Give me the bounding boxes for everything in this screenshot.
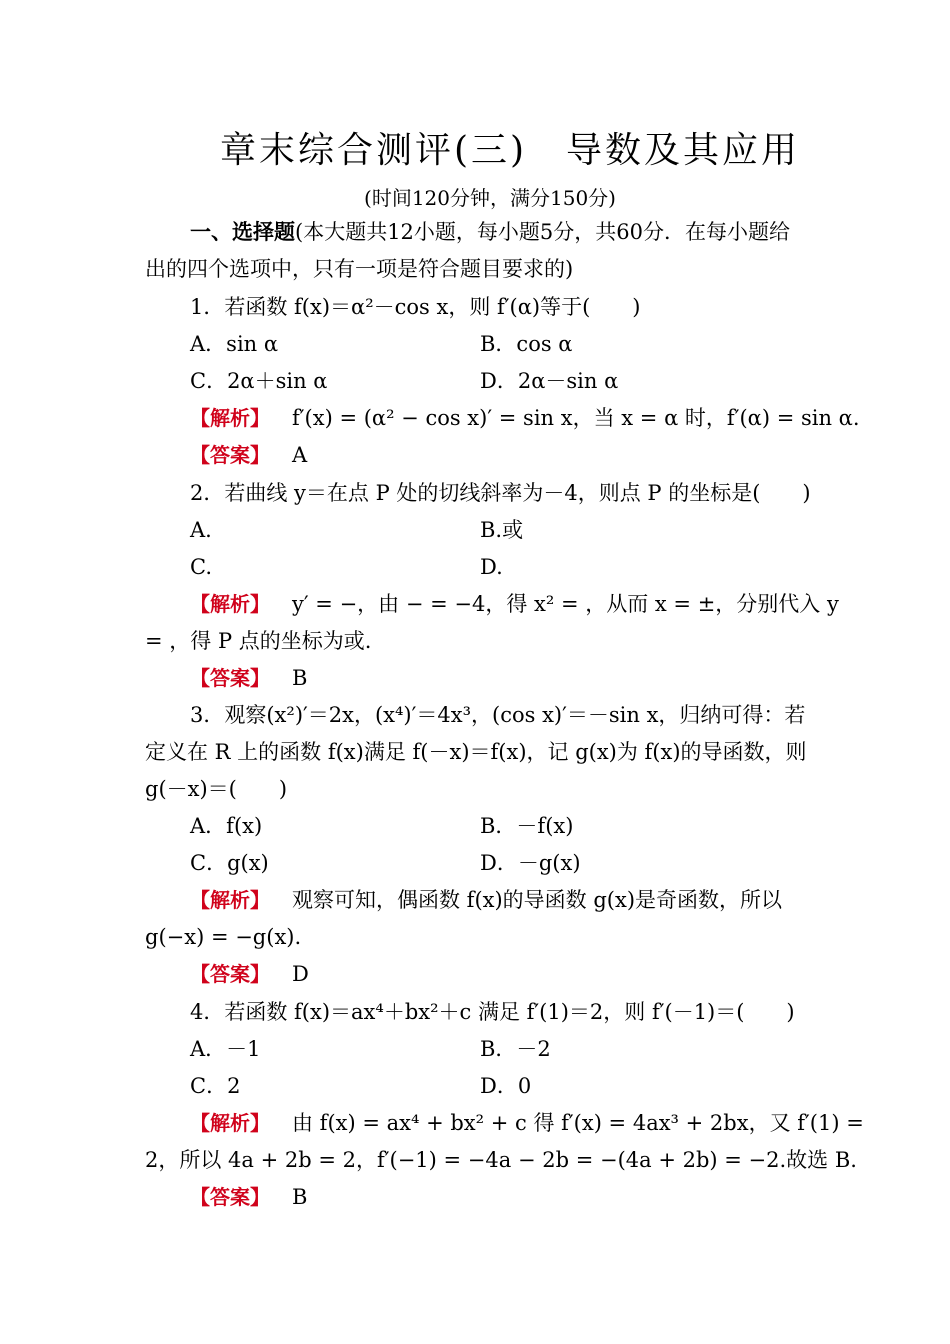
analysis-label: 【解析】 (190, 1111, 270, 1135)
answer-label: 【答案】 (190, 962, 270, 986)
question-3-stem-3: g(－x)＝( ) (145, 777, 288, 801)
question-1-option-c: C．2α＋sin α (190, 369, 328, 393)
question-3-stem-2: 定义在 R 上的函数 f(x)满足 f(－x)＝f(x)，记 g(x)为 f(x)的导函数，则 (145, 740, 807, 764)
question-4-answer-value: B (292, 1185, 308, 1209)
analysis-label: 【解析】 (190, 592, 270, 616)
question-2-option-c: C. (190, 555, 212, 579)
question-4-stem: 4．若函数 f(x)＝ax⁴＋bx²＋c 满足 f′(1)＝2，则 f′(－1)＝( ) (190, 1000, 795, 1024)
question-3-option-c: C．g(x) (190, 851, 269, 875)
question-3-answer-value: D (292, 962, 309, 986)
question-1-analysis-text: f′(x) = (α² − cos x)′ = sin x，当 x = α 时，f′(α) = sin α. (292, 406, 860, 430)
question-1-stem: 1．若函数 f(x)＝α²－cos x，则 f′(α)等于( ) (190, 295, 641, 319)
question-3-stem-1: 3．观察(x²)′＝2x，(x⁴)′＝4x³，(cos x)′＝－sin x，归纳可得：若 (190, 703, 806, 727)
analysis-label: 【解析】 (190, 888, 270, 912)
question-1-answer-value: A (292, 443, 308, 467)
analysis-label: 【解析】 (190, 406, 270, 430)
question-2-analysis-text-1: y′ = −，由 − = −4，得 x² = ，从而 x = ±，分别代入 y (292, 592, 839, 616)
question-4-option-b: B．－2 (480, 1037, 551, 1061)
question-2-option-b: B.或 (480, 518, 524, 542)
question-2-answer (190, 664, 307, 692)
question-1-option-a: A．sin α (190, 332, 279, 356)
section-intro-line1: (本大题共12小题，每小题5分，共60分．在每小题给 (295, 220, 790, 244)
question-4-option-a: A．－1 (190, 1037, 261, 1061)
question-2-option-d: D. (480, 555, 503, 579)
question-1-option-b: B．cos α (480, 332, 573, 356)
section-intro (190, 218, 790, 246)
question-4-analysis (190, 1109, 864, 1137)
section-heading: 一、选择题 (190, 219, 295, 244)
page-subtitle: (时间120分钟，满分150分) (364, 186, 616, 210)
question-3-option-a: A．f(x) (190, 814, 263, 838)
answer-label: 【答案】 (190, 443, 270, 467)
answer-label: 【答案】 (190, 1185, 270, 1209)
question-3-answer (190, 960, 309, 988)
page-title: 章末综合测评(三) 导数及其应用 (219, 130, 801, 171)
section-intro-line2: 出的四个选项中，只有一项是符合题目要求的) (145, 257, 574, 281)
question-3-analysis (190, 886, 782, 914)
question-3-analysis-text-2: g(−x) = −g(x). (145, 925, 302, 949)
question-4-option-c: C．2 (190, 1074, 241, 1098)
question-1-analysis (190, 404, 860, 432)
question-3-option-d: D．－g(x) (480, 851, 581, 875)
question-2-answer-value: B (292, 666, 308, 690)
question-4-analysis-text-2: 2，所以 4a + 2b = 2，f′(−1) = −4a − 2b = −(4a + 2b) = −2.故选 B. (145, 1148, 857, 1172)
question-2-analysis-text-2: = ，得 P 点的坐标为或. (145, 629, 372, 653)
question-4-answer (190, 1183, 307, 1211)
question-2-analysis (190, 590, 839, 618)
question-2-stem: 2．若曲线 y＝在点 P 处的切线斜率为－4，则点 P 的坐标是( ) (190, 481, 811, 505)
question-3-option-b: B．－f(x) (480, 814, 574, 838)
question-1-answer (190, 441, 307, 469)
question-1-option-d: D．2α－sin α (480, 369, 619, 393)
question-2-option-a: A. (190, 518, 212, 542)
question-4-option-d: D．0 (480, 1074, 532, 1098)
question-3-analysis-text-1: 观察可知，偶函数 f(x)的导函数 g(x)是奇函数，所以 (292, 888, 783, 912)
question-4-analysis-text-1: 由 f(x) = ax⁴ + bx² + c 得 f′(x) = 4ax³ + 2bx，又 f′(1) = (292, 1111, 864, 1135)
answer-label: 【答案】 (190, 666, 270, 690)
